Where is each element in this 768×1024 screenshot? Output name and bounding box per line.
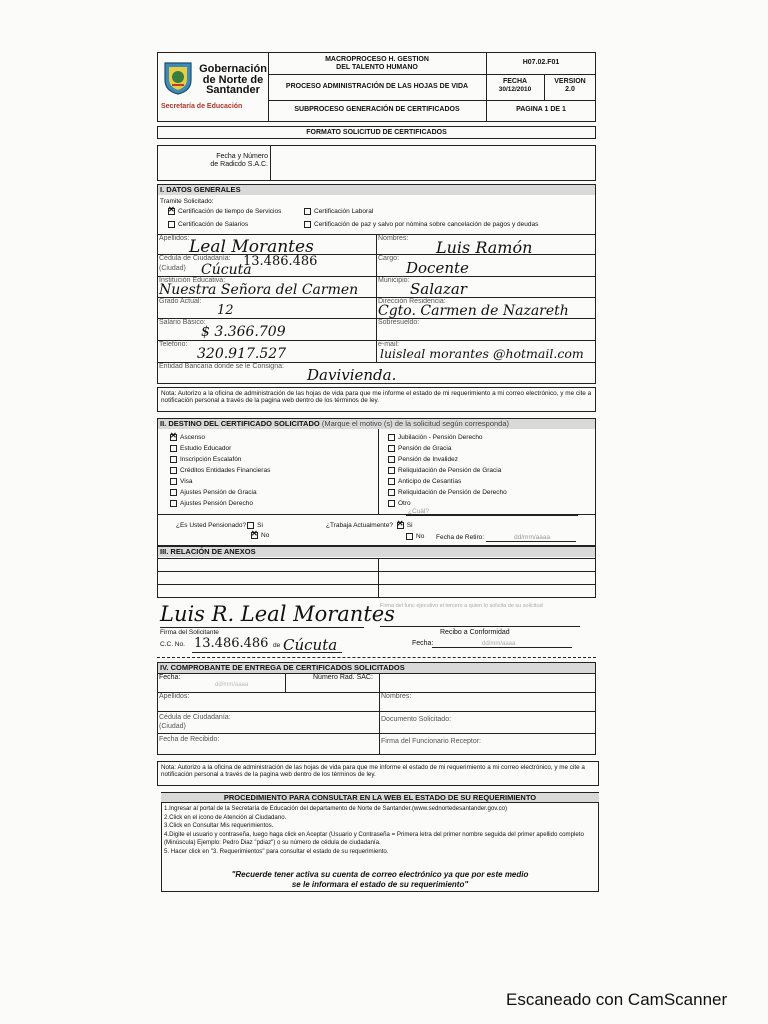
recibo-conformidad: Recibo a Conformidad [440, 629, 510, 636]
checkbox-icon[interactable] [388, 467, 395, 474]
document-code: H07.02.F01 [522, 59, 560, 66]
checkbox-icon[interactable] [170, 478, 177, 485]
comp-rad-sac-field[interactable]: Número Rad. SAC: [313, 674, 373, 681]
destino-creditos[interactable]: Créditos Entidades Financieras [170, 467, 270, 474]
checkbox-checked-icon[interactable] [397, 522, 404, 529]
checkbox-checked-icon[interactable] [168, 208, 175, 215]
checkbox-icon[interactable] [304, 221, 311, 228]
checkbox-icon[interactable] [388, 456, 395, 463]
proceso-title: PROCESO ADMINISTRACIÓN DE LAS HOJAS DE VIDA [285, 83, 469, 90]
step-5: 5. Hacer click en "3. Requerimientos" para consultar el estado de su requerimiento. [164, 847, 389, 855]
checkbox-icon[interactable] [388, 434, 395, 441]
cc-line: C.C. No. [160, 641, 185, 648]
datos-generales-header: I. DATOS GENERALES [158, 185, 595, 195]
telefono-field[interactable]: Telefono: 320.917.527 [159, 341, 287, 362]
checkbox-icon[interactable] [247, 522, 254, 529]
step-1: 1.Ingresar al portal de la Secretaría de Educación del departamento de Norte de Santander.(www.sednortedesantander.gov.co) [164, 805, 508, 812]
version-cell: VERSION 2.0 [554, 78, 586, 94]
step-2: 2.Click en el icono de Atención al Ciudadano. [164, 813, 287, 821]
procedimiento-quote: "Recuerde tener activa su cuenta de correo electrónico ya que por este medio se le informara el estado de su requerimiento" [231, 870, 529, 889]
cc-city: Cúcuta [283, 636, 338, 654]
destino-invalidez[interactable]: Pensión de Invalidez [388, 456, 458, 463]
destino-pension-gracia[interactable]: Pensión de Gracia [388, 445, 451, 452]
apellidos-field[interactable]: Apellidos: Leal Morantes [159, 235, 314, 257]
radicado-field[interactable] [271, 146, 595, 180]
cc-number: 13.486.486 [194, 636, 269, 651]
comp-cedula-field[interactable]: Cédula de Ciudadanía: (Ciudad) [159, 714, 231, 730]
grado-field[interactable]: Grado Actual: 12 [159, 298, 234, 318]
checkbox-icon[interactable] [170, 489, 177, 496]
destino-ajustes-gracia[interactable]: Ajustes Pensión de Gracia [170, 489, 257, 496]
macroproceso-title: MACROPROCESO H. GESTION DEL TALENTO HUMANO [325, 56, 429, 72]
secretaria-label: Secretaría de Educación [161, 103, 243, 110]
fecha-cell: FECHA 30/12/2010 [498, 78, 532, 94]
entidad-field[interactable]: Entidad Bancaria donde se le Consigna: Davivienda. [159, 363, 397, 384]
step-4: 4.Digite el usuario y contraseña, luego haga click en Aceptar (Usuario y Contraseña = Primera letra del primer nombre seguida del primer apellido completo (Minúscula) Ejemplo: Pedro Diaz "pdiaz") o su número de cédula de ciudadanía. [164, 830, 584, 847]
radicado-label: Fecha y Número de Radicdo S.A.C. [210, 153, 268, 169]
camscanner-watermark: Escaneado con CamScanner [506, 990, 728, 1009]
nota-autorizacion-2: Nota: Autorizo a la oficina de administración de las hojas de vida para que me informe el estado de mi requerimiento a mi correo electrónico, y me cite a notificación personal a través de la pagina web dentro de los términos de ley. [157, 761, 599, 786]
opt-certificacion-laboral[interactable]: Certificación Laboral [304, 208, 373, 215]
checkbox-icon[interactable] [388, 445, 395, 452]
destino-anticipo[interactable]: Anticipo de Cesantías [388, 478, 461, 485]
firma-funcionario-hint: Firma del func ejecutivo el tercero a quien lo solicita de su solicitud [380, 603, 543, 609]
otro-cual-field[interactable]: ¿Cuál? [406, 508, 578, 516]
nombres-field[interactable]: Nombres: Luis Ramón [378, 235, 533, 257]
comp-nombres-field[interactable]: Nombres: [381, 693, 412, 700]
anexos-header: III. RELACIÓN DE ANEXOS [158, 547, 595, 557]
comp-fecha-recibido-field[interactable]: Fecha de Recibido: [159, 736, 220, 743]
comp-documento-field[interactable]: Documento Solicitado: [381, 716, 452, 723]
sobresueldo-field[interactable]: Sobresueldo: [378, 319, 420, 326]
destino-otro[interactable]: Otro [388, 500, 411, 507]
destino-ascenso[interactable]: ✕Ascenso [170, 434, 205, 441]
checkbox-icon[interactable] [388, 489, 395, 496]
opt-tiempo-servicios[interactable]: ✕Certificación de tiempo de Servicios [168, 208, 281, 215]
fecha-retiro-label: Fecha de Retiro: [436, 534, 485, 541]
comp-fecha-field[interactable]: Fecha: dd/mm/aaaa [159, 674, 249, 688]
logo-emblem [162, 60, 194, 96]
direccion-field[interactable]: Dirección Residencia: Cgto. Carmen de Nazareth [378, 298, 569, 319]
subproceso-title: SUBPROCESO GENERACIÓN DE CERTIFICADOS [294, 106, 460, 113]
destino-visa[interactable]: Visa [170, 478, 193, 485]
salario-field[interactable]: Salario Básico: $ 3.366.709 [159, 319, 286, 340]
destino-reliq-gracia[interactable]: Reliquidación de Pensión de Gracia [388, 467, 501, 474]
cc-de: de [273, 642, 281, 649]
firma-solicitante-label: Firma del Solicitante [160, 629, 219, 636]
signature-field[interactable]: Luis R. Leal Morantes [160, 602, 395, 626]
destino-jubilacion[interactable]: Jubilación - Pensión Derecho [388, 434, 483, 441]
pagina-label: PAGINA 1 DE 1 [516, 106, 566, 113]
cedula-field[interactable]: Cédula de Ciudadanía: (Ciudad) 13.486.486 Cúcuta [159, 254, 318, 278]
destino-header: II. DESTINO DEL CERTIFICADO SOLICITADO (Marque el motivo (s) de la solicitud según corresponda) [158, 419, 595, 429]
firma-fecha-field[interactable]: dd/mm/aaaa [432, 641, 572, 648]
checkbox-icon[interactable] [170, 456, 177, 463]
destino-ajustes-derecho[interactable]: Ajustes Pensión Derecho [170, 500, 253, 507]
org-name: Gobernación de Norte de Santander [199, 63, 267, 96]
checkbox-checked-icon[interactable] [170, 434, 177, 441]
destino-inscripcion[interactable]: Inscripción Escalafón [170, 456, 241, 463]
checkbox-icon[interactable] [304, 208, 311, 215]
destino-reliq-derecho[interactable]: Reliquidación de Pensión de Derecho [388, 489, 507, 496]
municipio-field[interactable]: Municipio: Salazar [378, 277, 467, 298]
email-field[interactable]: e-mail: luisleal morantes @hotmail.com [378, 341, 584, 361]
procedimiento-steps [164, 805, 596, 857]
comp-apellidos-field[interactable]: Apellidos: [159, 693, 190, 700]
form-title: FORMATO SOLICITUD DE CERTIFICADOS [157, 126, 596, 139]
trabaja-question: ¿Trabaja Actualmente? ✕ Si [326, 522, 413, 529]
comp-firma-receptor-field[interactable]: Firma del Funcionario Receptor: [381, 738, 481, 745]
trabaja-no[interactable]: No [406, 533, 424, 540]
nota-autorizacion: Nota: Autorizo a la oficina de administración de las hojas de vida para que me informe el estado de mi requerimiento a mi correo electrónico, y me cite a notificación personal a través de la pagina web dentro de los términos de ley. [157, 387, 596, 412]
checkbox-checked-icon[interactable] [251, 532, 258, 539]
checkbox-icon[interactable] [170, 500, 177, 507]
cut-line [157, 657, 596, 658]
tramite-label: Tramite Solicitado: [160, 198, 214, 205]
checkbox-icon[interactable] [388, 478, 395, 485]
destino-estudio[interactable]: Estudio Educador [170, 445, 231, 452]
checkbox-icon[interactable] [170, 467, 177, 474]
institucion-field[interactable]: Institución Educativa: Nuestra Señora del Carmen [159, 277, 359, 298]
pensionado-no[interactable]: ✕No [251, 532, 269, 539]
pensionado-question: ¿Es Usted Pensionado? Si [176, 522, 263, 530]
opt-paz-y-salvo[interactable]: Certificación de paz y salvo por nómina sobre cancelación de pagos y deudas [304, 221, 538, 228]
checkbox-icon[interactable] [168, 221, 175, 228]
checkbox-icon[interactable] [170, 445, 177, 452]
fecha-retiro-field[interactable]: dd/mm/aaaa [486, 534, 576, 542]
cargo-field[interactable]: Cargo: Docente [378, 255, 469, 277]
step-3: 3.Click en Consultar Mis requerimientos. [164, 822, 274, 830]
checkbox-icon[interactable] [388, 500, 395, 507]
comprobante-header: IV. COMPROBANTE DE ENTREGA DE CERTIFICADOS SOLICITADOS [158, 663, 595, 673]
opt-certificacion-salarios[interactable]: Certificación de Salarios [168, 221, 248, 228]
firma-fecha-label: Fecha: [412, 640, 434, 647]
checkbox-icon[interactable] [406, 533, 413, 540]
procedimiento-title: PROCEDIMIENTO PARA CONSULTAR EN LA WEB EL ESTADO DE SU REQUERIMIENTO [161, 793, 599, 803]
